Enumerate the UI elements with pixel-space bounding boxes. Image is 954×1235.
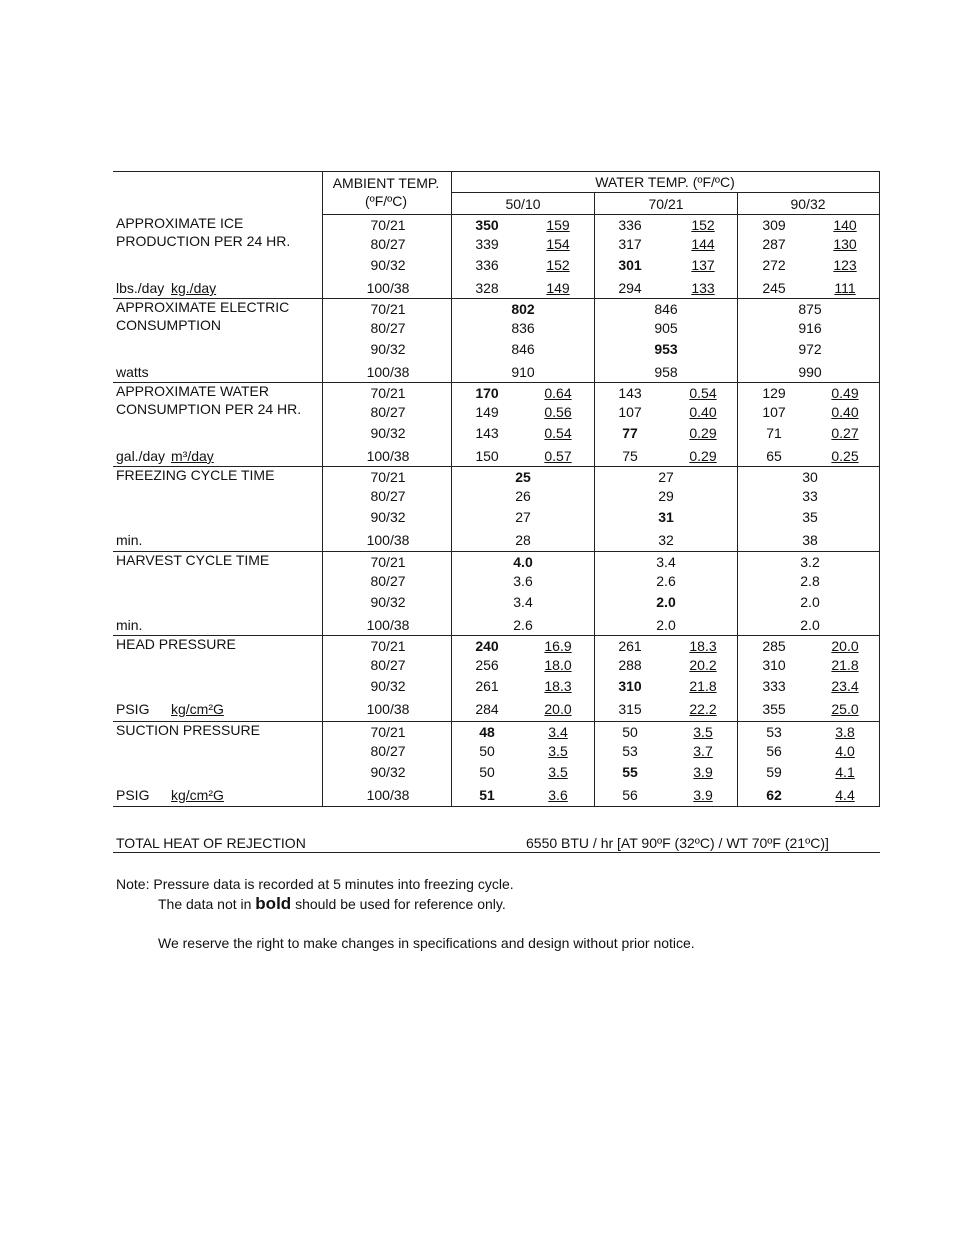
value-cell: 3.2	[800, 554, 820, 570]
table-right-rule	[879, 171, 880, 807]
unit-label: PSIG	[116, 787, 150, 803]
value-imperial: 75	[622, 448, 638, 464]
section-label: APPROXIMATE ELECTRIC	[116, 299, 290, 315]
section-label: APPROXIMATE ICE	[116, 215, 244, 231]
value-cell: 2.6	[656, 573, 676, 589]
ambient-temp-cell: 90/32	[370, 509, 406, 525]
value-metric: 0.40	[831, 404, 859, 420]
unit-label: PSIG	[116, 701, 150, 717]
value-metric: 3.6	[548, 787, 568, 803]
value-cell: 3.4	[656, 554, 676, 570]
value-imperial: 107	[618, 404, 642, 420]
value-cell: 916	[798, 320, 822, 336]
value-imperial: 55	[622, 764, 638, 780]
value-metric: 3.8	[835, 724, 855, 740]
value-cell: 958	[654, 364, 678, 380]
value-metric: 3.9	[693, 764, 713, 780]
ambient-temp-cell: 100/38	[366, 280, 410, 296]
value-metric: 20.2	[689, 657, 717, 673]
value-imperial: 129	[762, 385, 786, 401]
note-bold-word: bold	[255, 894, 292, 913]
ambient-temp-cell: 100/38	[366, 532, 410, 548]
value-imperial: 56	[622, 787, 638, 803]
water-col-header-50: 50/10	[505, 196, 541, 212]
value-cell: 836	[511, 320, 535, 336]
ambient-header-units: (ºF/ºC)	[364, 193, 408, 209]
value-cell: 27	[515, 509, 531, 525]
value-imperial: 50	[479, 743, 495, 759]
value-metric: 3.5	[548, 764, 568, 780]
value-metric: 0.27	[831, 425, 859, 441]
value-metric: 18.3	[544, 678, 572, 694]
section-label: HARVEST CYCLE TIME	[116, 552, 270, 568]
value-imperial: 71	[766, 425, 782, 441]
value-cell: 35	[802, 509, 818, 525]
value-metric: 25.0	[831, 701, 859, 717]
value-cell: 33	[802, 488, 818, 504]
value-metric: 23.4	[831, 678, 859, 694]
unit-label-metric: kg/cm²G	[171, 701, 224, 717]
value-cell: 26	[515, 488, 531, 504]
value-imperial: 170	[475, 385, 499, 401]
ambient-temp-cell: 70/21	[370, 217, 406, 233]
ambient-temp-cell: 70/21	[370, 469, 406, 485]
value-metric: 130	[833, 236, 857, 252]
value-cell: 31	[658, 509, 674, 525]
value-imperial: 107	[762, 404, 786, 420]
value-imperial: 336	[475, 257, 499, 273]
value-imperial: 143	[618, 385, 642, 401]
value-metric: 3.4	[548, 724, 568, 740]
value-cell: 4.0	[513, 554, 533, 570]
value-cell: 910	[511, 364, 535, 380]
value-metric: 152	[546, 257, 570, 273]
ambient-temp-cell: 90/32	[370, 678, 406, 694]
value-imperial: 51	[479, 787, 495, 803]
value-imperial: 143	[475, 425, 499, 441]
value-metric: 18.3	[689, 638, 717, 654]
ambient-temp-cell: 100/38	[366, 787, 410, 803]
value-imperial: 65	[766, 448, 782, 464]
value-metric: 0.29	[689, 425, 717, 441]
ambient-temp-cell: 70/21	[370, 385, 406, 401]
ambient-temp-cell: 80/27	[370, 743, 406, 759]
value-metric: 159	[546, 217, 570, 233]
ambient-temp-cell: 70/21	[370, 724, 406, 740]
ambient-temp-cell: 100/38	[366, 617, 410, 633]
value-cell: 2.0	[800, 617, 820, 633]
ambient-temp-cell: 80/27	[370, 320, 406, 336]
value-imperial: 350	[475, 217, 499, 233]
value-imperial: 48	[479, 724, 495, 740]
ambient-header: AMBIENT TEMP.	[332, 175, 440, 191]
ambient-temp-cell: 90/32	[370, 257, 406, 273]
value-cell: 29	[658, 488, 674, 504]
value-metric: 0.56	[544, 404, 572, 420]
value-metric: 18.0	[544, 657, 572, 673]
value-imperial: 62	[766, 787, 782, 803]
value-imperial: 77	[622, 425, 638, 441]
value-metric: 111	[834, 280, 856, 296]
value-cell: 2.8	[800, 573, 820, 589]
value-cell: 2.0	[656, 594, 676, 610]
value-imperial: 261	[618, 638, 642, 654]
value-metric: 4.4	[835, 787, 855, 803]
value-imperial: 336	[618, 217, 642, 233]
value-imperial: 149	[475, 404, 499, 420]
total-heat-rule	[113, 852, 880, 853]
value-metric: 20.0	[831, 638, 859, 654]
value-metric: 21.8	[831, 657, 859, 673]
value-metric: 0.49	[831, 385, 859, 401]
ambient-temp-cell: 70/21	[370, 554, 406, 570]
value-imperial: 355	[762, 701, 786, 717]
value-imperial: 301	[618, 257, 642, 273]
value-imperial: 272	[762, 257, 786, 273]
ambient-temp-cell: 90/32	[370, 341, 406, 357]
value-imperial: 333	[762, 678, 786, 694]
value-imperial: 256	[475, 657, 499, 673]
value-imperial: 285	[762, 638, 786, 654]
value-metric: 140	[833, 217, 857, 233]
value-metric: 3.9	[693, 787, 713, 803]
unit-label-metric: m³/day	[171, 448, 214, 464]
value-metric: 152	[691, 217, 715, 233]
value-imperial: 53	[622, 743, 638, 759]
note-bold-reference	[158, 896, 506, 912]
value-metric: 154	[546, 236, 570, 252]
value-metric: 137	[691, 257, 715, 273]
section-label: PRODUCTION PER 24 HR.	[116, 233, 291, 249]
value-cell: 905	[654, 320, 678, 336]
water-col-header-70: 70/21	[648, 196, 684, 212]
value-metric: 0.25	[831, 448, 859, 464]
value-metric: 0.40	[689, 404, 717, 420]
ambient-temp-cell: 80/27	[370, 404, 406, 420]
value-metric: 123	[833, 257, 857, 273]
total-heat-value: 6550 BTU / hr [AT 90ºF (32ºC) / WT 70ºF (21ºC)]	[526, 835, 829, 851]
note-reserve-rights: We reserve the right to make changes in specifications and design without prior notice.	[158, 935, 695, 951]
ambient-temp-cell: 100/38	[366, 701, 410, 717]
value-imperial: 294	[618, 280, 642, 296]
value-cell: 25	[515, 469, 531, 485]
ambient-temp-cell: 80/27	[370, 488, 406, 504]
value-imperial: 50	[622, 724, 638, 740]
value-imperial: 310	[618, 678, 642, 694]
section-label: SUCTION PRESSURE	[116, 722, 260, 738]
value-cell: 972	[798, 341, 822, 357]
value-cell: 846	[654, 301, 678, 317]
ambient-temp-cell: 90/32	[370, 594, 406, 610]
ambient-temp-cell: 80/27	[370, 657, 406, 673]
value-cell: 28	[515, 532, 531, 548]
ambient-temp-cell: 80/27	[370, 236, 406, 252]
value-cell: 38	[802, 532, 818, 548]
value-imperial: 150	[475, 448, 499, 464]
value-cell: 32	[658, 532, 674, 548]
value-metric: 4.1	[835, 764, 855, 780]
value-imperial: 261	[475, 678, 499, 694]
ambient-temp-cell: 100/38	[366, 448, 410, 464]
value-imperial: 284	[475, 701, 499, 717]
value-metric: 0.57	[544, 448, 572, 464]
ambient-temp-cell: 90/32	[370, 764, 406, 780]
water-left-rule	[451, 171, 452, 807]
value-imperial: 315	[618, 701, 642, 717]
ambient-left-rule	[322, 171, 323, 807]
value-cell: 2.6	[513, 617, 533, 633]
value-cell: 27	[658, 469, 674, 485]
ambient-temp-cell: 70/21	[370, 301, 406, 317]
section-label: APPROXIMATE WATER	[116, 383, 269, 399]
value-cell: 846	[511, 341, 535, 357]
value-metric: 3.5	[693, 724, 713, 740]
section-label: FREEZING CYCLE TIME	[116, 467, 275, 483]
value-metric: 149	[546, 280, 570, 296]
note-bold-pre: The data not in	[158, 896, 252, 912]
total-heat-label: TOTAL HEAT OF REJECTION	[116, 835, 306, 851]
water-temp-header: WATER TEMP. (ºF/ºC)	[595, 174, 735, 190]
value-cell: 3.6	[513, 573, 533, 589]
section-label: CONSUMPTION PER 24 HR.	[116, 401, 302, 417]
value-cell: 875	[798, 301, 822, 317]
value-cell: 802	[511, 301, 535, 317]
table-top-rule	[113, 171, 880, 172]
value-cell: 2.0	[656, 617, 676, 633]
value-cell: 990	[798, 364, 822, 380]
col-70-left-rule	[594, 192, 595, 807]
ambient-temp-cell: 100/38	[366, 364, 410, 380]
value-imperial: 56	[766, 743, 782, 759]
value-cell: 3.4	[513, 594, 533, 610]
value-metric: 0.54	[544, 425, 572, 441]
unit-label: watts	[116, 364, 149, 380]
unit-label: lbs./day	[116, 280, 165, 296]
ambient-temp-cell: 80/27	[370, 573, 406, 589]
value-metric: 0.29	[689, 448, 717, 464]
value-metric: 21.8	[689, 678, 717, 694]
value-metric: 0.54	[689, 385, 717, 401]
value-metric: 16.9	[544, 638, 572, 654]
ambient-temp-cell: 90/32	[370, 425, 406, 441]
value-metric: 144	[691, 236, 715, 252]
value-imperial: 240	[475, 638, 499, 654]
col-90-left-rule	[737, 192, 738, 807]
note-pressure: Note: Pressure data is recorded at 5 minutes into freezing cycle.	[116, 876, 514, 892]
value-metric: 133	[691, 280, 715, 296]
value-imperial: 245	[762, 280, 786, 296]
value-cell: 30	[802, 469, 818, 485]
unit-label: min.	[116, 532, 143, 548]
unit-label-metric: kg/cm²G	[171, 787, 224, 803]
water-subheader-rule	[451, 192, 880, 193]
unit-label-metric: kg./day	[171, 280, 217, 296]
value-metric: 4.0	[835, 743, 855, 759]
header-bottom-rule	[323, 214, 880, 215]
section-label: HEAD PRESSURE	[116, 636, 236, 652]
value-metric: 3.5	[548, 743, 568, 759]
water-col-header-90: 90/32	[790, 196, 826, 212]
value-imperial: 310	[762, 657, 786, 673]
table-bottom-rule	[113, 806, 880, 807]
value-imperial: 339	[475, 236, 499, 252]
section-label: CONSUMPTION	[116, 317, 221, 333]
value-imperial: 288	[618, 657, 642, 673]
value-imperial: 287	[762, 236, 786, 252]
note-bold-post: should be used for reference only.	[295, 896, 506, 912]
value-imperial: 309	[762, 217, 786, 233]
value-cell: 953	[654, 341, 678, 357]
value-imperial: 317	[618, 236, 642, 252]
unit-label: min.	[116, 617, 143, 633]
value-imperial: 53	[766, 724, 782, 740]
value-metric: 20.0	[544, 701, 572, 717]
value-imperial: 59	[766, 764, 782, 780]
value-imperial: 50	[479, 764, 495, 780]
value-imperial: 328	[475, 280, 499, 296]
ambient-temp-cell: 70/21	[370, 638, 406, 654]
value-metric: 22.2	[689, 701, 717, 717]
value-cell: 2.0	[800, 594, 820, 610]
value-metric: 3.7	[693, 743, 713, 759]
unit-label: gal./day	[116, 448, 166, 464]
value-metric: 0.64	[544, 385, 572, 401]
